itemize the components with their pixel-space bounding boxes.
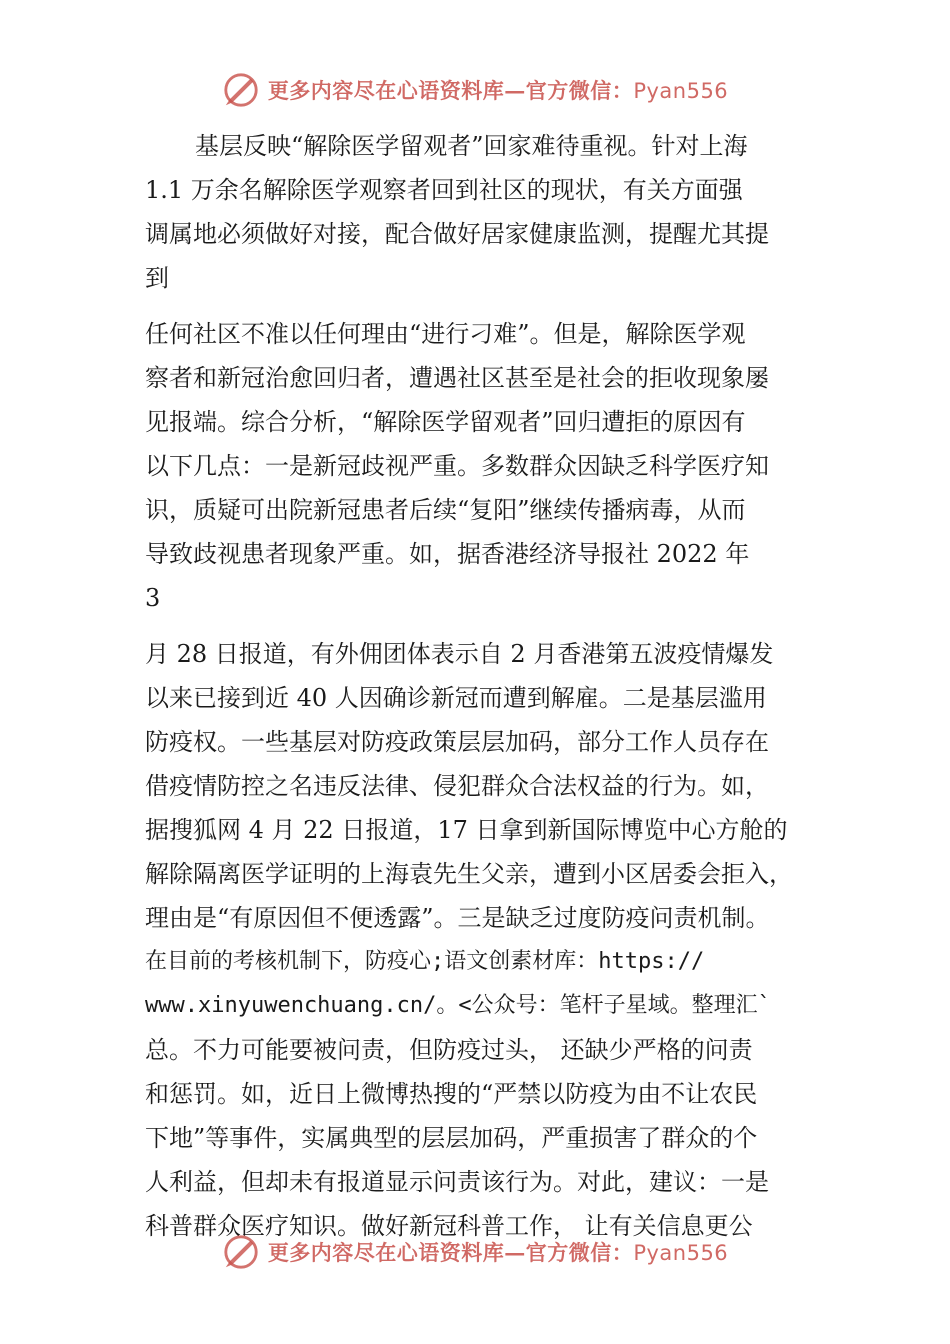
- footer-watermark: [0, 1230, 950, 1274]
- body-line: 防疫权。一些基层对防疫政策层层加码，部分工作人员存在: [145, 728, 769, 756]
- header-watermark-text: 更多内容尽在心语资料库—官方微信：Pyan556: [267, 78, 729, 103]
- body-line: 识，质疑可出院新冠患者后续“复阳”继续传播病毒，从而: [145, 496, 746, 524]
- body-line: 基层反映“解除医学留观者”回家难待重视。针对上海: [195, 132, 748, 160]
- body-line: 下地”等事件，实属典型的层层加码，严重损害了群众的个: [145, 1124, 758, 1152]
- body-line: www.xinyuwenchuang.cn/。<公众号：笔杆子星域。整理汇`: [145, 993, 771, 1018]
- body-line: 解除隔离医学证明的上海袁先生父亲，遭到小区居委会拒入，: [145, 860, 793, 888]
- pen-logo-icon: [222, 1233, 260, 1271]
- pen-logo-icon: [222, 71, 260, 109]
- body-line: 调属地必须做好对接，配合做好居家健康监测，提醒尤其提: [145, 220, 769, 248]
- body-line: 以下几点：一是新冠歧视严重。多数群众因缺乏科学医疗知: [145, 452, 769, 480]
- body-line: 科普群众医疗知识。做好新冠科普工作， 让有关信息更公: [145, 1212, 753, 1240]
- body-line: 据搜狐网 4 月 22 日报道，17 日拿到新国际博览中心方舱的: [145, 816, 788, 844]
- body-line: 任何社区不准以任何理由“进行刁难”。但是，解除医学观: [145, 320, 746, 348]
- body-line: 到: [145, 264, 169, 292]
- body-line: 以来已接到近 40 人因确诊新冠而遭到解雇。二是基层滥用: [145, 684, 767, 712]
- body-line: 1.1 万余名解除医学观察者回到社区的现状，有关方面强: [145, 176, 743, 204]
- body-line: 月 28 日报道，有外佣团体表示自 2 月香港第五波疫情爆发: [145, 640, 774, 668]
- body-line: 和惩罚。如，近日上微博热搜的“严禁以防疫为由不让农民: [145, 1080, 758, 1108]
- body-line: 在目前的考核机制下，防疫心;语文创素材库：https://: [145, 949, 705, 974]
- body-line: 3: [145, 584, 161, 612]
- body-line: 人利益，但却未有报道显示问责该行为。对此，建议：一是: [145, 1168, 769, 1196]
- body-line: 总。不力可能要被问责，但防疫过头， 还缺少严格的问责: [145, 1036, 753, 1064]
- body-line: 导致歧视患者现象严重。如，据香港经济导报社 2022 年: [145, 540, 750, 568]
- document-body: [145, 124, 835, 1248]
- body-line: 见报端。综合分析，“解除医学留观者”回归遭拒的原因有: [145, 408, 746, 436]
- body-line: 察者和新冠治愈回归者，遭遇社区甚至是社会的拒收现象屡: [145, 364, 769, 392]
- footer-wechat-id: Pyan556: [633, 1241, 729, 1265]
- body-line: 理由是“有原因但不便透露”。三是缺乏过度防疫问责机制。: [145, 904, 770, 932]
- header-watermark: [0, 68, 950, 112]
- header-wechat-id: Pyan556: [633, 79, 729, 103]
- body-line: 借疫情防控之名违反法律、侵犯群众合法权益的行为。如，: [145, 772, 769, 800]
- footer-watermark-text: 更多内容尽在心语资料库—官方微信：Pyan556: [267, 1240, 729, 1265]
